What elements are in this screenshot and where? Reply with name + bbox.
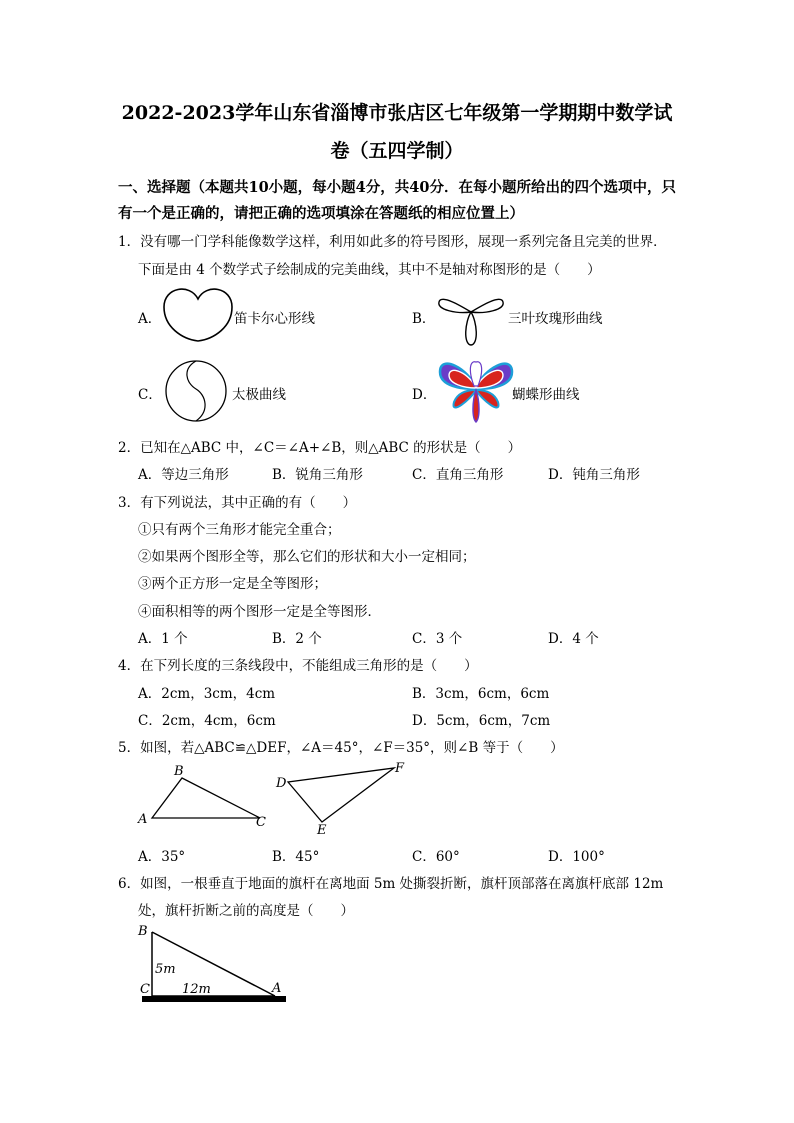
q1-stem-line2: 下面是由 4 个数学式子绘制成的完美曲线，其中不是轴对称图形的是（ ） xyxy=(138,262,601,278)
q2-option-a: A．等边三角形 xyxy=(138,467,229,483)
q1-option-a-label: 笛卡尔心形线 xyxy=(234,311,315,327)
q4-option-d: D．5cm，6cm，7cm xyxy=(412,713,551,729)
section-heading-line1: 一、选择题（本题共10小题，每小题4分，共40分．在每小题所给出的四个选项中，只 xyxy=(118,179,676,196)
q3-statement-3: ③两个正方形一定是全等图形； xyxy=(138,576,327,592)
q4-option-c: C．2cm，4cm，6cm xyxy=(138,713,276,729)
q6-label-b: B xyxy=(138,924,148,939)
q5-label-e: E xyxy=(317,823,327,838)
q3-option-c: C．3 个 xyxy=(412,631,463,647)
q3-option-d: D．4 个 xyxy=(548,631,599,647)
q6-stem-line2: 处，旗杆折断之前的高度是（ ） xyxy=(138,903,354,919)
q5-label-c: C xyxy=(256,815,266,830)
q2-stem: 2．已知在△ABC 中，∠C＝∠A+∠B，则△ABC 的形状是（ ） xyxy=(118,440,522,456)
q3-statement-4: ④面积相等的两个图形一定是全等图形． xyxy=(138,604,381,620)
q6-label-horizontal: 12m xyxy=(182,982,211,997)
q3-option-a: A．1 个 xyxy=(138,631,188,647)
page-title-line1: 2022-2023学年山东省淄博市张店区七年级第一学期期中数学试 xyxy=(121,102,673,124)
q5-option-b: B．45° xyxy=(272,849,320,865)
q5-stem: 5．如图，若△ABC≌△DEF，∠A＝45°，∠F＝35°，则∠B 等于（ ） xyxy=(118,740,564,756)
q5-label-a: A xyxy=(138,812,148,827)
section-heading-line2: 有一个是正确的，请把正确的选项填涂在答题纸的相应位置上） xyxy=(118,205,524,222)
q5-option-c: C．60° xyxy=(412,849,460,865)
q1-option-d-letter: D． xyxy=(412,387,437,403)
q6-label-a: A xyxy=(272,981,282,996)
q1-option-d-label: 蝴蝶形曲线 xyxy=(512,387,580,403)
q2-option-b: B．锐角三角形 xyxy=(272,467,363,483)
q1-stem-line1: 1．没有哪一门学科能像数学这样，利用如此多的符号图形，展现一系列完备且完美的世界． xyxy=(118,234,667,250)
q1-option-c-letter: C． xyxy=(138,387,162,403)
q5-label-f: F xyxy=(395,761,405,776)
q5-label-d: D xyxy=(276,776,287,791)
q3-statement-1: ①只有两个三角形才能完全重合； xyxy=(138,522,341,538)
q1-option-a-letter: A． xyxy=(138,311,162,327)
taiji-curve-icon xyxy=(162,359,230,423)
q3-statement-2: ②如果两个图形全等，那么它们的形状和大小一定相同； xyxy=(138,549,476,565)
q5-option-d: D．100° xyxy=(548,849,605,865)
butterfly-curve-icon xyxy=(436,352,516,424)
q6-stem-line1: 6．如图，一根垂直于地面的旗杆在离地面 5m 处撕裂折断，旗杆顶部落在离旗杆底部 12m xyxy=(118,876,664,892)
q6-label-c: C xyxy=(140,982,150,997)
q5-option-a: A．35° xyxy=(138,849,186,865)
q1-option-c-label: 太极曲线 xyxy=(232,387,286,403)
q6-flagpole-figure xyxy=(130,918,300,1008)
q2-option-d: D．钝角三角形 xyxy=(548,467,640,483)
three-leaf-rose-icon xyxy=(436,282,506,346)
q2-option-c: C．直角三角形 xyxy=(412,467,504,483)
q5-triangles-figure xyxy=(130,760,430,840)
q3-stem: 3．有下列说法，其中正确的有（ ） xyxy=(118,495,357,511)
heart-curve-icon xyxy=(160,285,236,345)
q1-option-b-label: 三叶玫瑰形曲线 xyxy=(508,311,603,327)
q1-option-b-letter: B． xyxy=(412,311,436,327)
q5-label-b: B xyxy=(174,764,184,779)
page-title-line2: 卷（五四学制） xyxy=(330,140,464,162)
q6-label-vertical: 5m xyxy=(155,962,176,977)
q4-stem: 4．在下列长度的三条线段中，不能组成三角形的是（ ） xyxy=(118,658,478,674)
q4-option-a: A．2cm，3cm，4cm xyxy=(138,686,276,702)
q4-option-b: B．3cm，6cm，6cm xyxy=(412,686,550,702)
q3-option-b: B．2 个 xyxy=(272,631,322,647)
